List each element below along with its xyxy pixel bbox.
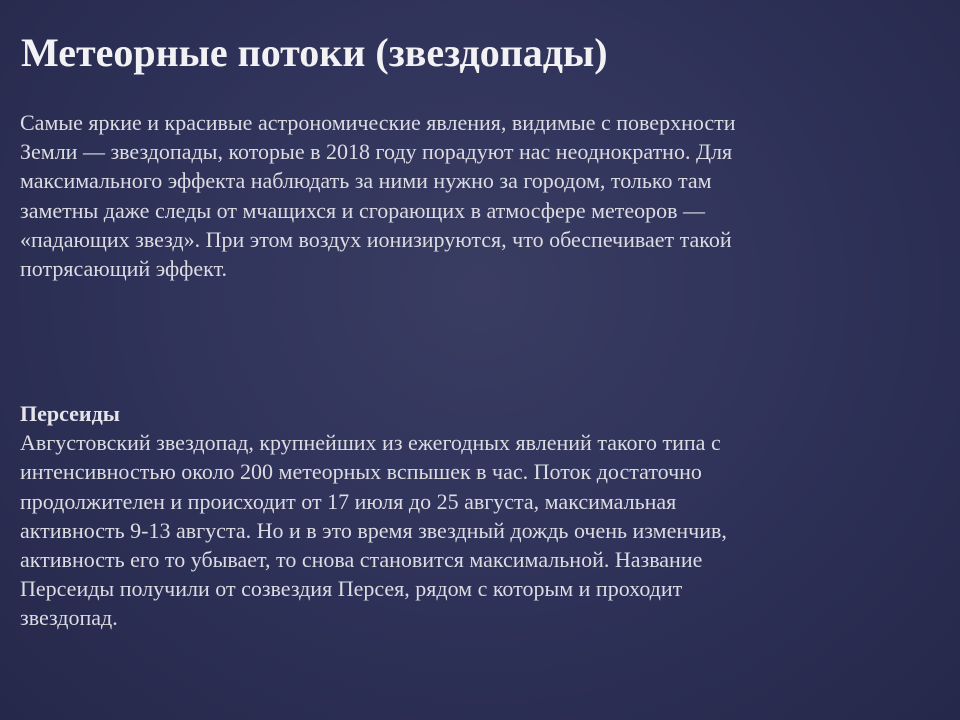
intro-line: «падающих звезд». При этом воздух ионизируются, что обеспечивает такой <box>20 226 732 252</box>
section-line: активность 9-13 августа. Но и в это время звездный дождь очень изменчив, <box>20 517 727 543</box>
intro-line: потрясающий эффект. <box>20 256 228 282</box>
intro-line: Земли — звездопады, которые в 2018 году порадуют нас неоднократно. Для <box>20 139 733 165</box>
section-line: продолжителен и происходит от 17 июля до 25 августа, максимальная <box>20 488 677 514</box>
section-line: интенсивностью около 200 метеорных вспышек в час. Поток достаточно <box>20 459 702 485</box>
section-body <box>20 428 920 632</box>
section-line: звездопад. <box>20 605 118 631</box>
intro-line: максимального эффекта наблюдать за ними нужно за городом, только там <box>20 168 712 194</box>
intro-paragraph <box>20 108 920 283</box>
perseids-section <box>20 399 920 633</box>
slide-title: Метеорные потоки (звездопады) <box>21 30 608 75</box>
section-line: Персеиды получили от созвездия Персея, рядом с которым и проходит <box>20 576 683 602</box>
section-heading: Персеиды <box>20 401 120 426</box>
intro-line: Самые яркие и красивые астрономические явления, видимые с поверхности <box>20 110 736 135</box>
section-line: активность его то убывает, то снова становится максимальной. Название <box>20 547 703 573</box>
section-line: Августовский звездопад, крупнейших из ежегодных явлений такого типа с <box>20 430 721 456</box>
intro-line: заметны даже следы от мчащихся и сгорающих в атмосфере метеоров — <box>20 197 706 223</box>
